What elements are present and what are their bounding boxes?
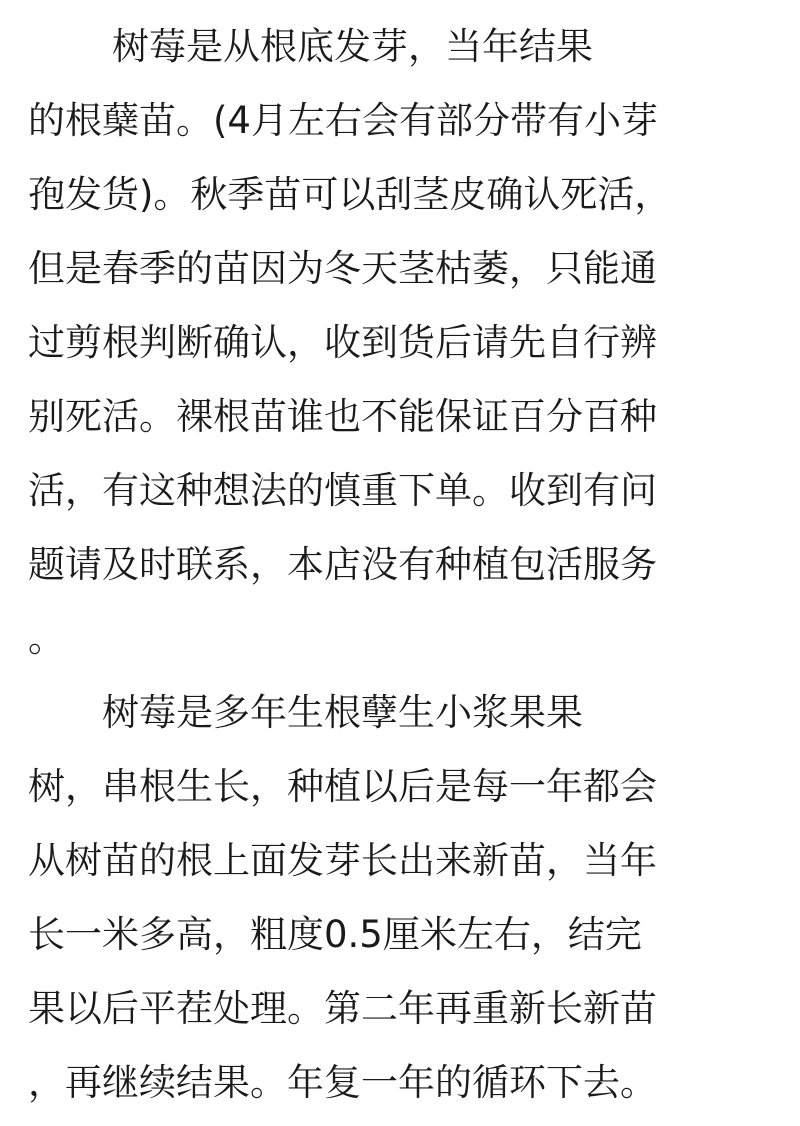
text-line: 树莓是多年生根孽生小浆果果	[102, 691, 583, 734]
text-line: 孢发货)。秋季苗可以刮茎皮确认死活，	[28, 173, 672, 216]
text-line: 树，串根生长，种植以后是每一年都会	[28, 765, 657, 808]
text-line: 题请及时联系，本店没有种植包活服务	[28, 543, 657, 586]
paragraph-2	[28, 676, 778, 1120]
text-line: 活，有这种想法的慎重下单。收到有问	[28, 469, 657, 512]
document-body	[28, 10, 778, 1120]
text-line: 树莓是从根底发芽，当年结果	[112, 25, 593, 68]
text-line: 但是春季的苗因为冬天茎枯萎，只能通	[28, 247, 657, 290]
text-line: 别死活。裸根苗谁也不能保证百分百种	[28, 395, 657, 438]
text-line: 从树苗的根上面发芽长出来新苗，当年	[28, 839, 657, 882]
text-line: 果以后平茬处理。第二年再重新长新苗	[28, 987, 657, 1030]
text-line: 。	[28, 617, 65, 660]
paragraph-1	[28, 10, 778, 676]
text-line: 长一米多高，粗度0.5厘米左右，结完	[28, 913, 642, 956]
text-line: 的根蘖苗。(4月左右会有部分带有小芽	[28, 99, 658, 142]
text-line: ，再继续结果。年复一年的循环下去。	[28, 1061, 657, 1104]
text-line: 过剪根判断确认，收到货后请先自行辨	[28, 321, 657, 364]
